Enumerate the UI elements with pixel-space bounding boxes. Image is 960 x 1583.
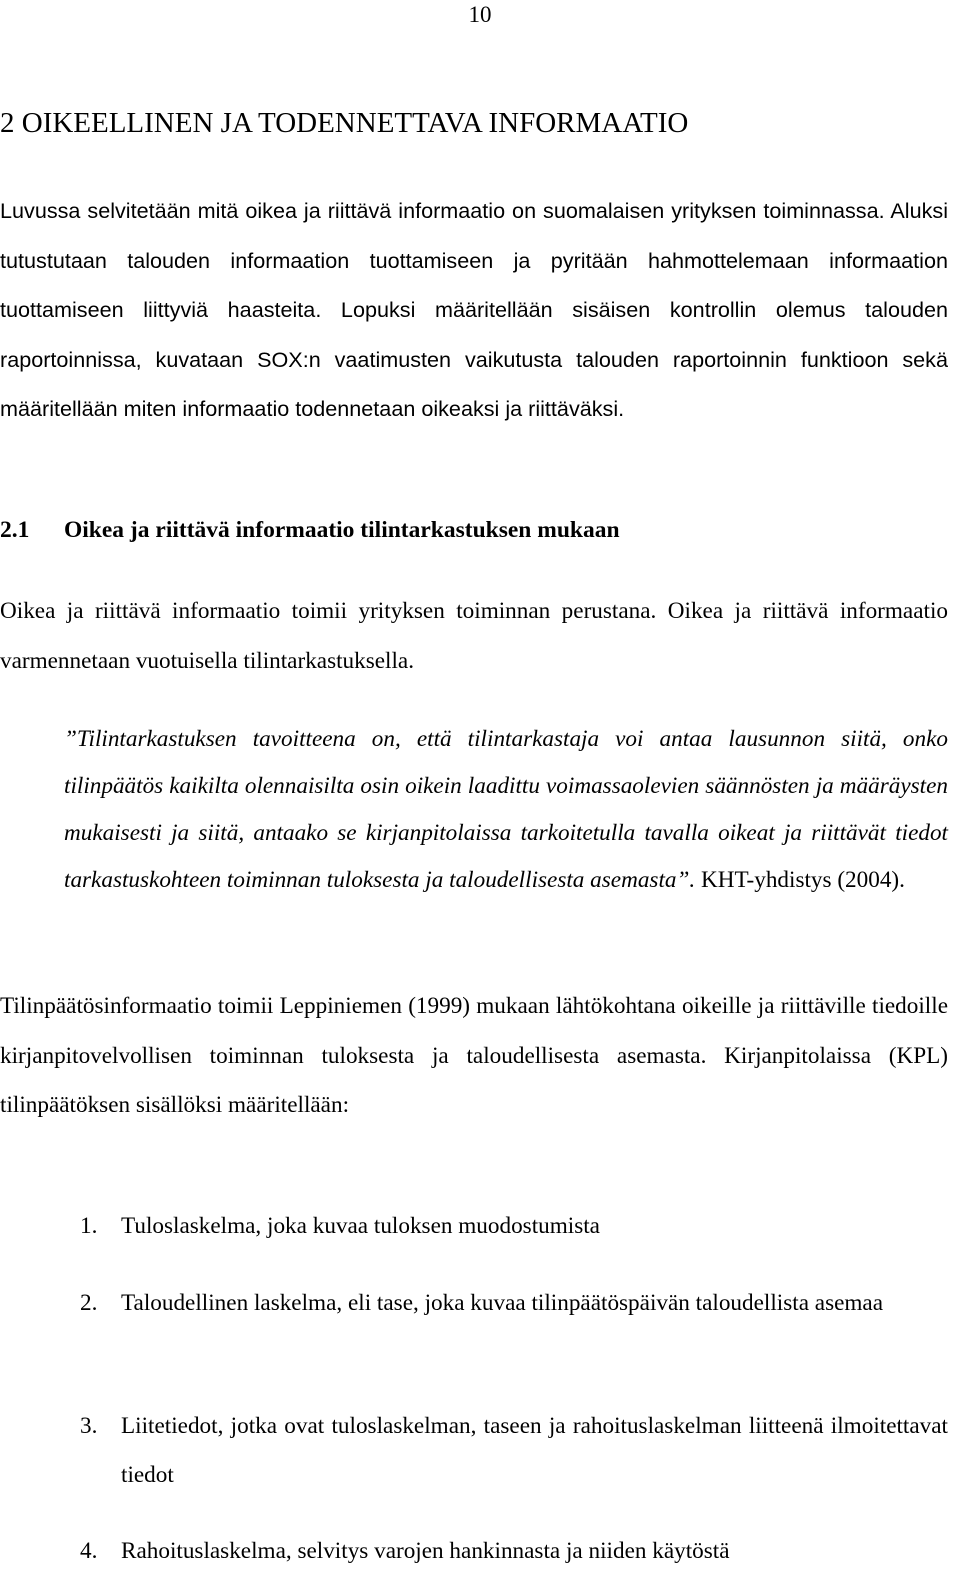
page-number: 10 [468, 2, 492, 27]
list-text: Rahoituslaskelma, selvitys varojen hankinnasta ja niiden käytöstä [121, 1538, 730, 1564]
paragraph-3: Tilinpäätösinformaatio toimii Leppiniemen (1999) mukaan lähtökohtana oikeille ja riittäville tiedoille kirjanpitovelvollisen toiminnan tuloksesta ja taloudellisesta asemasta. Kirjanpitolaissa (KPL) tilinpäätöksen sisällöksi määritellään: [0, 993, 948, 1118]
list-number: 1. [80, 1213, 98, 1239]
quote-text: ”Tilintarkastuksen tavoitteena on, että tilintarkastaja voi antaa lausunnon siitä, onko tilinpäätös kaikilta olennaisilta osin oikein laadittu voimassaolevien säännösten ja määräysten mukaisesti ja siitä, antaako se kirjanpitolaissa tarkoitetulla tavalla oikeat ja riittävät tiedot tarkastuskohteen toiminnan tuloksesta ja taloudellisesta asemasta”. [64, 726, 948, 893]
list-text: Liitetiedot, jotka ovat tuloslaskelman, taseen ja rahoituslaskelman liitteenä ilmoitettavat tiedot [121, 1413, 948, 1488]
block-quote [64, 716, 948, 904]
section-number: 2.1 [0, 517, 30, 543]
intro-paragraph: Luvussa selvitetään mitä oikea ja riittävä informaatio on suomalaisen yrityksen toiminnassa. Aluksi tutustutaan talouden informaation tuottamiseen ja pyritään hahmottelemaan informaation tuottamiseen liittyviä haasteita. Lopuksi määritellään sisäisen kontrollin olemus talouden raportoinnissa, kuvataan SOX:n vaatimusten vaikutusta talouden raportoinnin funktioon sekä määritellään miten informaatio todennetaan oikeaksi ja riittäväksi. [0, 198, 948, 421]
list-number: 4. [80, 1538, 98, 1564]
list-number: 3. [80, 1413, 98, 1439]
list-number: 2. [80, 1290, 98, 1316]
section-paragraph: Oikea ja riittävä informaatio toimii yrityksen toiminnan perustana. Oikea ja riittävä informaatio varmennetaan vuotuisella tilintarkastuksella. [0, 598, 948, 674]
list-text: Tuloslaskelma, joka kuvaa tuloksen muodostumista [121, 1213, 600, 1239]
section-title: Oikea ja riittävä informaatio tilintarkastuksen mukaan [64, 517, 620, 543]
chapter-title: 2 OIKEELLINEN JA TODENNETTAVA INFORMAATIO [0, 107, 689, 139]
list-text: Taloudellinen laskelma, eli tase, joka kuvaa tilinpäätöspäivän taloudellista asemaa [121, 1290, 884, 1316]
section-heading [0, 513, 948, 547]
list-item [0, 1279, 948, 1328]
list-item [0, 1402, 948, 1500]
quote-source: KHT-yhdistys (2004). [695, 867, 905, 893]
list-item [0, 1202, 948, 1251]
list-item [0, 1527, 948, 1576]
